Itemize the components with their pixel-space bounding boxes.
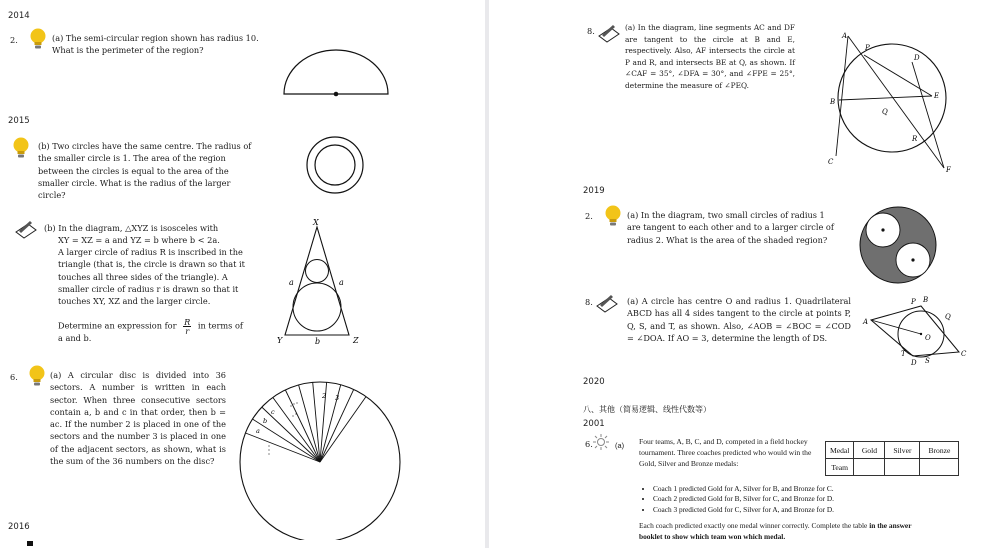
right-document-page (489, 0, 987, 548)
closing-text-c-bold: booklet to show which team won which medal. (639, 532, 786, 541)
point-d: D (911, 359, 917, 367)
question-number: 6. (10, 372, 18, 382)
closing-text-a: Each coach predicted exactly one medal winner correctly. Complete the table (639, 521, 868, 530)
sector-label-b: b (263, 417, 268, 425)
left-document-page (0, 0, 485, 548)
sector-disc-figure (236, 376, 410, 540)
fraction-r-over-r (183, 318, 191, 335)
point-p: P (865, 44, 870, 52)
point-b: B (923, 296, 929, 304)
point-o: O (925, 334, 931, 342)
table-header-silver: Silver (885, 442, 920, 459)
page-marker (27, 541, 33, 546)
fraction-denominator: r (185, 326, 190, 336)
question-text-triangle-line2: XY = XZ = a and YZ = b where b < 2a. (58, 235, 220, 245)
question-number: 6. (585, 439, 593, 449)
question-number: 2. (10, 35, 18, 45)
tangent-circle-figure (824, 28, 964, 178)
question-text-shaded-region: (a) In the diagram, two small circles of radius 1 are tangent to each other and to a larger circle of radius 2. What is the area of the shaded region? (627, 210, 834, 245)
point-s: S (925, 357, 930, 365)
question-number: 8. (587, 26, 595, 36)
point-a: A (842, 32, 848, 40)
question-text-disc: (a) A circular disc is divided into 36 sectors. A number is written in each sector. When three consecutive sectors contain a, b and c in that order, then b = ac. If the number 2 is placed in one of the sectors and the number 3 is placed in one of the adjacent sectors, as shown, what is the sum of the 36 numbers on the disc? (50, 370, 226, 467)
list-item: • Coach 1 predicted Gold for A, Silver for B, and Bronze for C. (653, 484, 959, 494)
question-text-semicircle: (a) The semi-circular region shown has radius 10. What is the perimeter of the region? (52, 33, 259, 56)
year-label-2001: 2001 (583, 419, 605, 429)
question-number: 2. (585, 211, 593, 221)
year-label-2014: 2014 (8, 11, 30, 21)
table-header-bronze: Bronze (920, 442, 959, 459)
year-label-2015: 2015 (8, 116, 30, 126)
point-r: R (912, 135, 918, 143)
in-terms-text: in terms of (197, 320, 243, 331)
question-text-triangle-line1: (b) In the diagram, △XYZ is isosceles with (44, 223, 219, 233)
coach-prediction-list (639, 484, 959, 515)
question-text-triangle-last: a and b. (58, 333, 92, 343)
point-f: F (946, 166, 951, 174)
label-a-left: a (289, 278, 294, 287)
point-t: T (901, 350, 906, 358)
table-cell-bronze-team[interactable] (920, 459, 959, 476)
point-d: D (914, 54, 920, 62)
label-b: b (315, 337, 321, 346)
point-a: A (863, 318, 869, 326)
point-q: Q (882, 108, 888, 116)
question-text-hockey: Four teams, A, B, C, and D, competed in a field hockey tournament. Three coaches predicted who would win the Gold, Silver and Bronze medals: (639, 437, 812, 468)
fraction-numerator: R (184, 317, 191, 327)
section-heading: 八、其他（简易逻辑、线性代数等） (583, 405, 711, 414)
table-cell-silver-team[interactable] (885, 459, 920, 476)
point-e: E (934, 92, 940, 100)
question-text-hockey-closing (639, 520, 969, 542)
closing-text-b: in the answer (869, 521, 912, 530)
quadrilateral-figure (861, 294, 971, 368)
label-x: X (313, 218, 319, 227)
year-label-2016: 2016 (8, 522, 30, 532)
point-b: B (830, 98, 836, 106)
question-text-quadrilateral: (a) A circle has centre O and radius 1. Quadrilateral ABCD has all 4 sides tangent to the circle at points P, Q, S, and T, as shown. Also, ∠AOB = ∠BOC = ∠COD = ∠DOA. If AO = 3, determine the length of DS. (627, 296, 851, 343)
point-c: C (828, 158, 834, 166)
point-p: P (911, 298, 916, 306)
isosceles-triangle-figure (275, 215, 365, 347)
label-a-right: a (339, 278, 344, 287)
question-part-label: (a) (615, 441, 625, 450)
sector-number-3: 3 (335, 394, 340, 402)
table-header-medal: Medal (826, 442, 854, 459)
table-row-label-team: Team (826, 459, 854, 476)
pencil-paper-icon (595, 292, 619, 314)
determine-text: Determine an expression for (58, 320, 177, 331)
sector-label-c: c (271, 408, 275, 416)
lightbulb-icon (28, 27, 48, 51)
lightbulb-icon (603, 204, 623, 228)
shaded-circles-figure (857, 204, 939, 286)
label-z: Z (353, 336, 359, 345)
year-label-2020: 2020 (583, 377, 605, 387)
question-text-concentric-circles: (b) Two circles have the same centre. The radius of the smaller circle is 1. The area of the region between the circles is equal to the area of the smaller circle. What is the radius of the larger circle? (38, 141, 252, 201)
sector-label-a: a (256, 427, 260, 435)
year-label-2019: 2019 (583, 186, 605, 196)
pencil-paper-icon (597, 22, 621, 44)
label-y: Y (277, 336, 283, 345)
sector-number-2: 2 (322, 392, 327, 400)
sparkle-bulb-icon (592, 433, 610, 451)
question-number: 8. (585, 297, 593, 307)
table-header-gold: Gold (854, 442, 885, 459)
pencil-paper-icon (14, 218, 38, 240)
question-text-triangle-line3: A larger circle of radius R is inscribed in the triangle (that is, the circle is drawn so that it touches all three sides of the triangle). A smaller circle of radius r is drawn so that it touches XY, XZ and the larger circle. (58, 247, 245, 307)
table-cell-gold-team[interactable] (854, 459, 885, 476)
list-item: • Coach 3 predicted Gold for C, Silver for A, and Bronze for D. (653, 505, 959, 515)
lightbulb-icon (11, 136, 31, 160)
lightbulb-icon (27, 364, 47, 388)
semicircle-figure (280, 46, 392, 98)
medal-table (825, 441, 959, 476)
concentric-circles-figure (303, 133, 367, 197)
question-text-tangent-lines: (a) In the diagram, line segments AC and DF are tangent to the circle at B and E, respectively. Also, AF intersects the circle at P and R, and intersects BE at Q, as shown. If ∠CAF = 35°, ∠DFA = 30°, and ∠FPE = 25°, determine the measure of ∠PEQ. (625, 23, 795, 90)
point-q: Q (945, 313, 951, 321)
point-c: C (961, 350, 967, 358)
list-item: • Coach 2 predicted Gold for B, Silver for C, and Bronze for D. (653, 494, 959, 504)
